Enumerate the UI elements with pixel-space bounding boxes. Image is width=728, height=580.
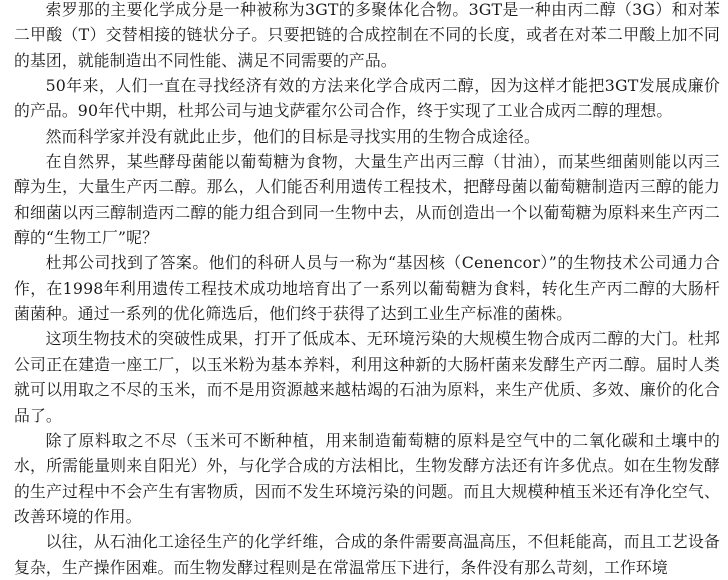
paragraph-biosynthesis-goal: 然而科学家并没有就此止步，他们的目标是寻找实用的生物合成途径。 — [45, 126, 540, 146]
paragraph-breakthrough: 这项生物技术的突破性成果，打开了低成本、无环境污染的大规模生物合成丙二醇的大门。杜邦公司正在建造一座工厂，以玉米粉为基本养料，利用这种新的大肠杆菌来发酵生产丙二醇。届时人类就可以用取之不尽的玉米，而不是用资源越来越枯竭的石油为原料，来生产优质、多效、廉价的化合品了。 — [14, 329, 720, 425]
paragraph-chemical-synthesis: 50年来，人们一直在寻找经济有效的方法来化学合成丙二醇，因为这样才能把3GT发展成廉价的产品。90年代中期，杜邦公司与迪戈萨霍尔公司合作，终于实现了工业合成丙二醇的理想。 — [14, 76, 720, 121]
paragraph-sorona-composition: 索罗那的主要化学成分是一种被称为3GT的多聚体化合物。3GT是一种由丙二醇（3G）和对苯二甲酸（T）交替相接的链状分子。只要把链的合成控制在不同的长度，或者在对苯二甲酸上加不同的基团，就能制造出不同性能、满足不同需要的产品。 — [14, 0, 720, 70]
paragraph-petrochemical-comparison: 以往，从石油化工途径生产的化学纤维，合成的条件需要高温高压，不但耗能高，而且工艺设备复杂，生产操作困难。而生物发酵过程则是在常温常压下进行，条件没有那么苛刻，工作环境 — [14, 532, 720, 577]
paragraph-nature-yeast-bacteria: 在自然界，某些酵母菌能以葡萄糖为食物，大量生产出丙三醇（甘油），而某些细菌则能以丙三醇为生，大量生产丙二醇。那么，人们能否利用遗传工程技术，把酵母菌以葡萄糖制造丙三醇的能力和细菌以丙三醇制造丙二醇的能力组合到同一生物中去，从而创造出一个以葡萄糖为原料来生产丙二醇的“生物工厂”呢？ — [14, 152, 720, 248]
paragraph-advantages: 除了原料取之不尽（玉米可不断种植，用来制造葡萄糖的原料是空气中的二氧化碳和土壤中的水，所需能量则来自阳光）外，与化学合成的方法相比，生物发酵方法还有许多优点。如在生物发酵的生产过程中不会产生有害物质，因而不发生环境污染的问题。而且大规模种植玉米还有净化空气、改善环境的作用。 — [14, 430, 720, 526]
paragraph-dupont-genencor: 杜邦公司找到了答案。他们的科研人员与一称为“基因核（Cenencor）”的生物技术公司通力合作，在1998年利用遗传工程技术成功地培育出了一系列以葡萄糖为食料，转化生产丙二醇的大肠杆菌菌种。通过一系列的优化筛选后，他们终于获得了达到工业生产标准的菌株。 — [14, 253, 720, 324]
article-body — [14, 0, 720, 580]
